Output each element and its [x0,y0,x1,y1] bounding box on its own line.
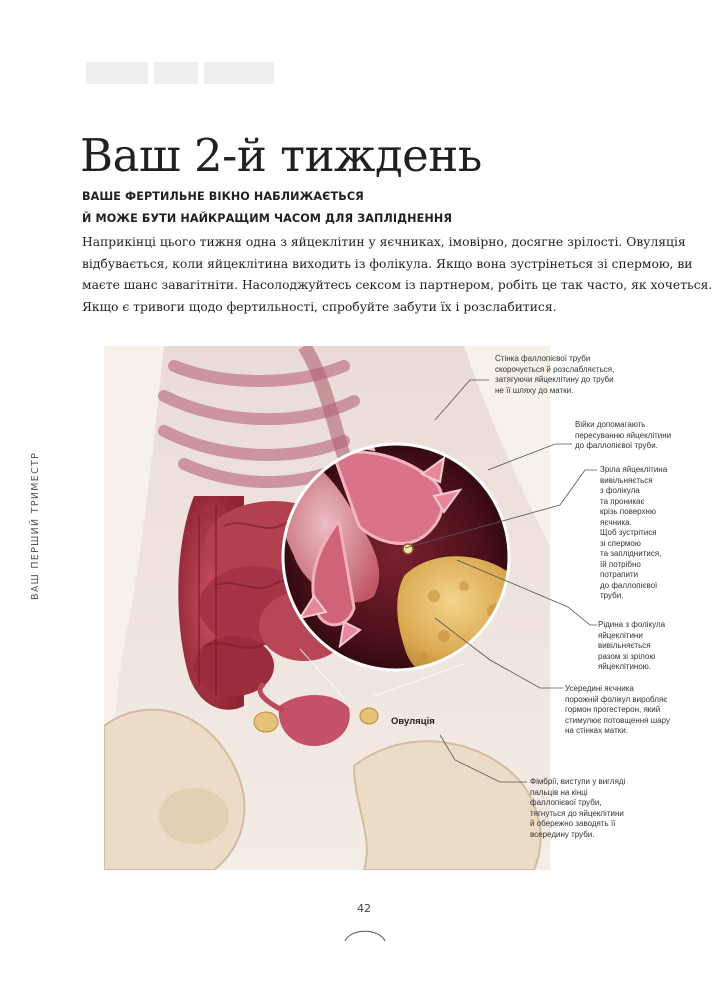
callout-line: тягнуться до яйцеклітини [530,808,624,818]
callout-line: вивільняється [598,641,651,650]
intro-line: відбувається, коли яйцеклітина виходить із фолікула. Якщо вона зустрінеться зі спермою, ви [82,256,693,271]
callout-line: потрапити [600,570,639,579]
callout-line: та запліднитися, [600,549,662,558]
callout-line: на стінках матки. [565,726,628,735]
callout-line: Щоб зустрітися [600,528,657,537]
page-number: 42 [357,902,371,915]
callout-line: вивільняється [600,475,653,485]
callout-tube-wall [495,354,614,396]
callout-line: та проникає [600,496,645,506]
page-number-arc [343,926,387,942]
callout-line: зі спермою [600,538,641,548]
callout-line: яйцеклітини [598,630,643,640]
callout-line: затягуючи яйцеклітину до труби [495,375,614,384]
callout-line: Рідина з фолікула [598,620,666,629]
page-title: Ваш 2-й тиждень [80,129,482,182]
side-label-text: ВАШ ПЕРШИЙ ТРИМЕСТР [30,451,41,600]
callout-line: пальців на кінці [530,787,588,797]
intro-line: Якщо є тривоги щодо фертильності, спробуйте забути їх і розслабитися. [82,299,557,314]
callout-line: пересуванню яйцеклітини [575,430,672,440]
callout-line: Стінка фаллопієвої труби [495,354,591,363]
callout-line: їй потрібно [600,559,641,569]
callout-line: скорочується й розслабляється, [495,364,615,374]
callout-line: труби. [600,591,624,600]
callout-line: стимулює потовщення шару [565,715,670,725]
callout-line: фаллопієвої труби, [530,798,602,807]
subtitle-line-1: ВАШЕ ФЕРТИЛЬНЕ ВІКНО НАБЛИЖАЄТЬСЯ [82,190,364,203]
ovulation-label: Овуляція [391,716,435,727]
callout-line: всередину труби. [530,829,595,839]
callout-cilia [575,420,671,452]
callout-follicle-fluid [598,620,665,673]
callout-line: Усередині яєчника [565,684,634,693]
callout-line: не її шляху до матки. [495,385,574,395]
callout-fimbriae [530,777,625,840]
callout-line: з фолікула [600,486,640,495]
callout-line: яєчника. [600,517,632,527]
callout-line: до фаллопієвої [600,580,658,590]
callout-line: гормон прогестерон, який [565,705,661,714]
intro-line: маєте шанс завагітніти. Насолоджуйтесь сексом із партнером, робіть це так часто, як хочеться. [82,278,713,292]
callout-line: яйцеклітиною. [598,662,651,671]
callout-line: й обережно заводять її [530,819,616,828]
callout-line: до фаллопієвої труби. [575,441,658,450]
callout-line: крізь поверхню [600,507,656,516]
callout-progesterone [565,684,670,737]
callout-line: Зріла яйцеклітина [600,465,668,474]
intro-line: Наприкінці цього тижня одна з яйцеклітин у яєчниках, імовірно, досягне зрілості. Овуляція [82,235,686,249]
callout-mature-egg [600,465,667,602]
callout-line: порожній фолікул виробляє [565,694,668,704]
callout-line: Фімбрії, виступи у вигляді [530,777,626,786]
subtitle-line-2: Й МОЖЕ БУТИ НАЙКРАЩИМ ЧАСОМ ДЛЯ ЗАПЛІДНЕННЯ [82,212,453,225]
callout-line: Війки допомагають [575,420,646,429]
callout-line: разом зі зрілою [598,651,656,661]
